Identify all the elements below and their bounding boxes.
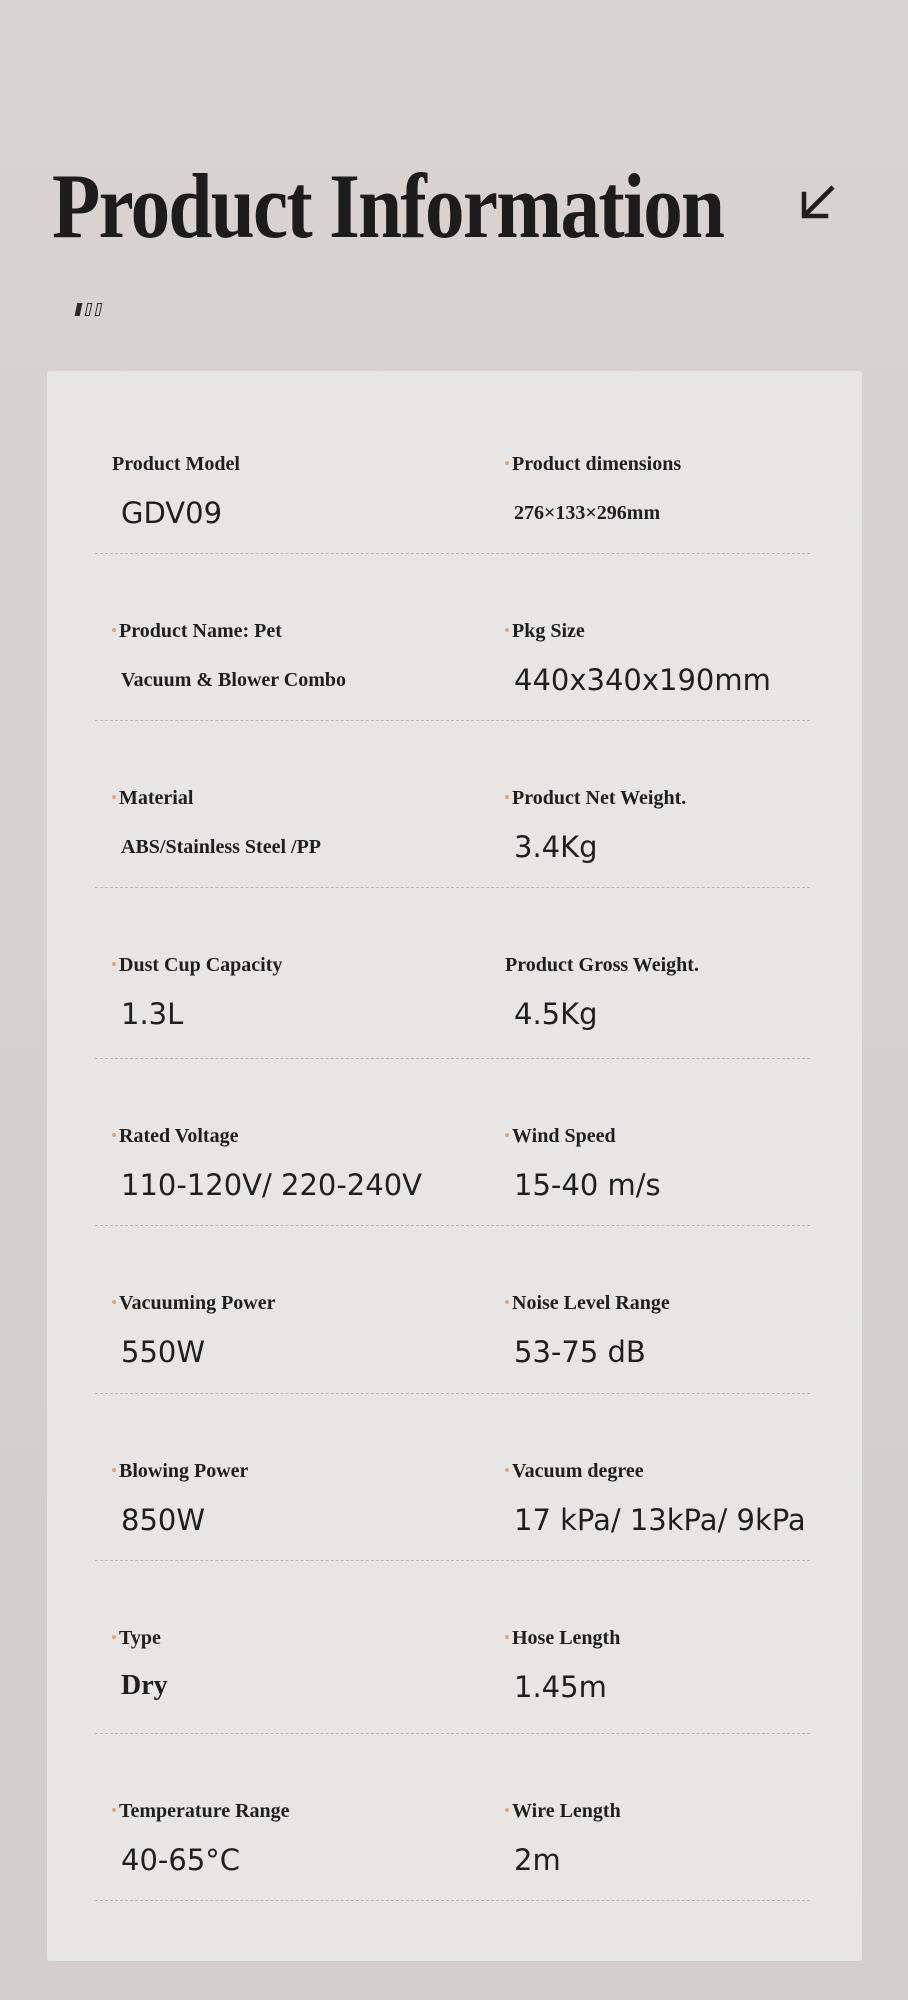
spec-label-text: Rated Voltage	[119, 1125, 239, 1147]
spec-label	[505, 787, 686, 810]
spec-label	[505, 1627, 620, 1650]
spec-value: 1.45m	[514, 1670, 607, 1704]
spec-row	[95, 1718, 810, 1901]
arrow-down-left-icon	[796, 180, 840, 224]
spec-value: 550W	[121, 1335, 206, 1369]
spec-row	[95, 1043, 810, 1226]
bullet-dot-icon	[112, 1635, 116, 1639]
spec-value: GDV09	[121, 496, 223, 530]
spec-row	[95, 371, 810, 554]
title-decoration-marks	[76, 303, 101, 316]
spec-value: 1.3L	[121, 997, 184, 1031]
bullet-dot-icon	[112, 1300, 116, 1304]
spec-label-text: Blowing Power	[119, 1460, 249, 1482]
spec-value: 17 kPa/ 13kPa/ 9kPa	[514, 1503, 806, 1537]
spec-label	[112, 1627, 161, 1650]
spec-label	[505, 1292, 670, 1315]
spec-card	[47, 371, 862, 1961]
spec-label-text: Noise Level Range	[512, 1292, 670, 1314]
spec-value: Vacuum & Blower Combo	[121, 669, 347, 691]
bullet-dot-icon	[112, 962, 116, 966]
spec-label-text: Product Model	[112, 453, 240, 475]
bullet-dot-icon	[505, 461, 509, 465]
spec-value: 15-40 m/s	[514, 1168, 661, 1202]
bullet-dot-icon	[112, 628, 116, 632]
spec-label-text: Type	[119, 1627, 161, 1649]
spec-value: 4.5Kg	[514, 997, 598, 1031]
bullet-dot-icon	[505, 1635, 509, 1639]
spec-label	[505, 620, 585, 643]
spec-label	[505, 1460, 644, 1483]
spec-label	[112, 1460, 248, 1483]
spec-label-text: Product Name: Pet	[119, 620, 282, 642]
spec-value: 3.4Kg	[514, 830, 598, 864]
spec-label-text: Vacuuming Power	[119, 1292, 276, 1314]
spec-value: 40-65°C	[121, 1843, 241, 1877]
spec-label	[505, 954, 699, 977]
spec-label	[112, 453, 240, 476]
spec-row	[95, 1545, 810, 1734]
spec-label-text: Material	[119, 787, 194, 809]
spec-value: ABS/Stainless Steel /PP	[121, 836, 322, 858]
bullet-dot-icon	[505, 628, 509, 632]
bullet-dot-icon	[112, 1468, 116, 1472]
spec-value: 110-120V/ 220-240V	[121, 1168, 423, 1202]
bullet-dot-icon	[112, 795, 116, 799]
spec-label	[505, 1125, 616, 1148]
spec-row	[95, 1210, 810, 1394]
spec-row	[95, 538, 810, 721]
spec-row	[95, 705, 810, 888]
spec-value: 850W	[121, 1503, 206, 1537]
bullet-dot-icon	[505, 795, 509, 799]
spec-value: 2m	[514, 1843, 561, 1877]
bullet-dot-icon	[505, 1300, 509, 1304]
bullet-dot-icon	[112, 1808, 116, 1812]
bullet-dot-icon	[505, 1808, 509, 1812]
bullet-dot-icon	[505, 1468, 509, 1472]
bullet-dot-icon	[505, 1133, 509, 1137]
spec-label-text: Hose Length	[512, 1627, 621, 1649]
spec-label-text: Dust Cup Capacity	[119, 954, 283, 976]
spec-value: 276×133×296mm	[514, 502, 661, 524]
spec-label	[112, 787, 193, 810]
page-title: Product Information	[52, 155, 724, 257]
spec-label	[112, 620, 282, 643]
spec-label	[112, 1292, 275, 1315]
spec-label	[505, 453, 681, 476]
spec-label-text: Product dimensions	[512, 453, 682, 475]
spec-row	[95, 872, 810, 1059]
spec-label-text: Product Gross Weight.	[505, 954, 699, 976]
spec-label-text: Pkg Size	[512, 620, 585, 642]
spec-label	[112, 1125, 238, 1148]
spec-value: 440x340x190mm	[514, 663, 771, 697]
spec-label	[505, 1800, 621, 1823]
spec-label-text: Wire Length	[512, 1800, 621, 1822]
spec-label-text: Wind Speed	[512, 1125, 616, 1147]
spec-row	[95, 1378, 810, 1561]
spec-value: Dry	[121, 1670, 168, 1701]
spec-value: 53-75 dB	[514, 1335, 646, 1369]
spec-label-text: Product Net Weight.	[512, 787, 687, 809]
spec-label	[112, 954, 282, 977]
spec-label-text: Temperature Range	[119, 1800, 290, 1822]
bullet-dot-icon	[112, 1133, 116, 1137]
spec-label	[112, 1800, 290, 1823]
spec-label-text: Vacuum degree	[512, 1460, 644, 1482]
